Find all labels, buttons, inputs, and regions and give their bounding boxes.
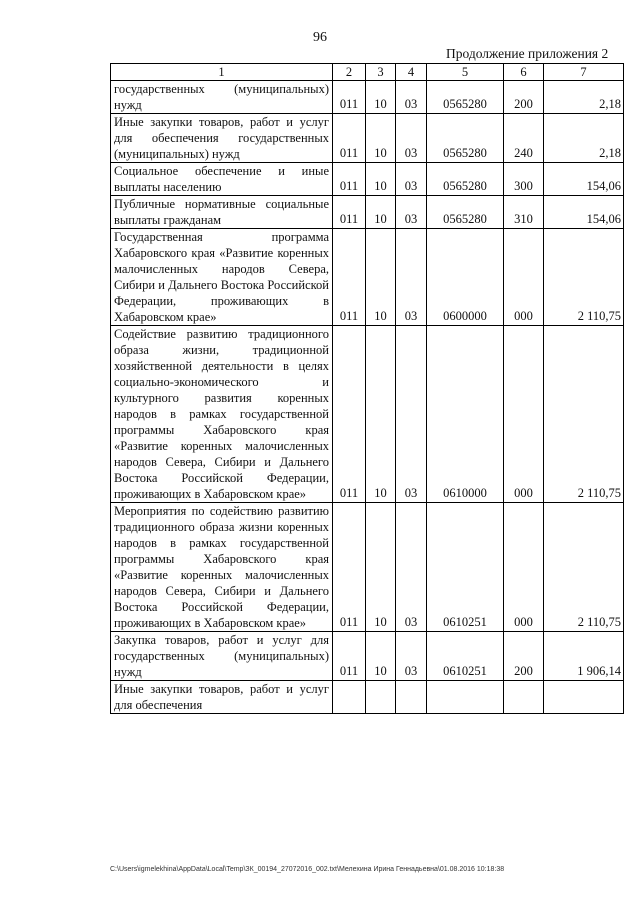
page-number: 96 [313,30,327,45]
column-header: 7 [544,64,624,81]
row-cell-c7 [544,681,624,714]
row-cell-c6: 300 [504,163,544,196]
row-cell-c2: 011 [333,196,366,229]
row-cell-c3 [366,681,396,714]
row-description: Мероприятия по содействию развитию традиционного образа жизни коренных народов в рамках государственной программы Хабаровского края «Развитие коренных малочисленных народов Севера, Сибири и Дальнего Востока Российской Федерации, проживающих в Хабаровском крае» [111,503,333,632]
column-header: 1 [111,64,333,81]
row-cell-c4: 03 [396,326,427,503]
row-cell-c2: 011 [333,81,366,114]
file-path-footer: C:\Users\igmelekhina\AppData\Local\Temp\ЗК_00194_27072016_002.txt\Мелехина Ирина Геннадьевна\01.08.2016 10:18:38 [110,866,505,873]
row-description: Государственная программа Хабаровского края «Развитие коренных малочисленных народов Севера, Сибири и Дальнего Востока Российской Федерации, проживающих в Хабаровском крае» [111,229,333,326]
row-cell-c4: 03 [396,229,427,326]
row-cell-c5: 0610000 [427,326,504,503]
row-cell-c5: 0610251 [427,632,504,681]
row-cell-c3: 10 [366,163,396,196]
row-cell-c5: 0565280 [427,196,504,229]
row-cell-c3: 10 [366,229,396,326]
row-cell-c4 [396,681,427,714]
row-cell-c7: 154,06 [544,196,624,229]
row-cell-c6: 200 [504,81,544,114]
table-row [111,163,624,196]
row-cell-c3: 10 [366,114,396,163]
row-cell-c6 [504,681,544,714]
row-cell-c3: 10 [366,81,396,114]
row-cell-c3: 10 [366,632,396,681]
row-cell-c3: 10 [366,503,396,632]
row-cell-c2: 011 [333,632,366,681]
header-row [111,64,624,81]
table-row [111,632,624,681]
column-header: 5 [427,64,504,81]
row-cell-c5: 0600000 [427,229,504,326]
row-cell-c2: 011 [333,503,366,632]
table-row [111,326,624,503]
row-cell-c4: 03 [396,114,427,163]
row-cell-c2: 011 [333,163,366,196]
table-row [111,81,624,114]
row-cell-c2: 011 [333,326,366,503]
row-cell-c3: 10 [366,326,396,503]
row-cell-c7: 2 110,75 [544,229,624,326]
column-header: 6 [504,64,544,81]
row-cell-c2: 011 [333,229,366,326]
column-header: 2 [333,64,366,81]
row-cell-c5: 0565280 [427,81,504,114]
row-description: Социальное обеспечение и иные выплаты населению [111,163,333,196]
row-cell-c7: 154,06 [544,163,624,196]
table-row [111,114,624,163]
row-description: Закупка товаров, работ и услуг для государственных (муниципальных) нужд [111,632,333,681]
row-cell-c4: 03 [396,163,427,196]
table-row [111,229,624,326]
row-cell-c4: 03 [396,196,427,229]
row-cell-c2: 011 [333,114,366,163]
row-cell-c6: 000 [504,229,544,326]
budget-table [110,63,624,714]
row-cell-c5: 0565280 [427,114,504,163]
row-description: Иные закупки товаров, работ и услуг для обеспечения [111,681,333,714]
row-cell-c7: 1 906,14 [544,632,624,681]
row-cell-c5: 0565280 [427,163,504,196]
row-cell-c7: 2 110,75 [544,326,624,503]
column-header: 3 [366,64,396,81]
row-cell-c7: 2,18 [544,114,624,163]
row-cell-c6: 200 [504,632,544,681]
row-description: Содействие развитию традиционного образа жизни, традиционной хозяйственной деятельности в целях социально-экономического и культурного развития коренных народов в рамках государственной программы Хабаровского края «Развитие коренных малочисленных народов Севера, Сибири и Дальнего Востока Российской Федерации, проживающих в Хабаровском крае» [111,326,333,503]
row-cell-c6: 310 [504,196,544,229]
row-description: Иные закупки товаров, работ и услуг для обеспечения государственных (муниципальных) нужд [111,114,333,163]
row-cell-c5 [427,681,504,714]
table-row [111,681,624,714]
row-cell-c2 [333,681,366,714]
row-cell-c7: 2,18 [544,81,624,114]
row-cell-c4: 03 [396,503,427,632]
table-row [111,196,624,229]
row-cell-c5: 0610251 [427,503,504,632]
row-description: Публичные нормативные социальные выплаты гражданам [111,196,333,229]
row-cell-c6: 000 [504,326,544,503]
row-description: государственных (муниципальных) нужд [111,81,333,114]
row-cell-c6: 000 [504,503,544,632]
column-header: 4 [396,64,427,81]
continuation-label: Продолжение приложения 2 [446,46,609,61]
row-cell-c6: 240 [504,114,544,163]
row-cell-c4: 03 [396,81,427,114]
table-row [111,503,624,632]
row-cell-c4: 03 [396,632,427,681]
row-cell-c7: 2 110,75 [544,503,624,632]
row-cell-c3: 10 [366,196,396,229]
